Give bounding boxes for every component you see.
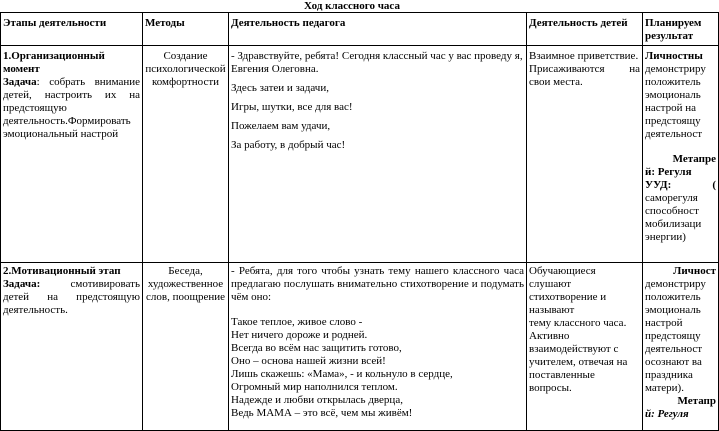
stage-title-2: момент <box>3 63 40 75</box>
result-line: эмоциональ <box>645 304 701 316</box>
header-methods: Методы <box>143 13 229 46</box>
header-row <box>1 13 719 46</box>
children-line: стихотворение и <box>529 291 607 303</box>
result-line: праздника <box>645 369 693 381</box>
table-row <box>1 263 719 431</box>
result-line: демонстриру <box>645 63 706 75</box>
children-line: Активно <box>529 330 570 342</box>
result-line: настрой <box>645 317 683 329</box>
children-line: Обучающиеся <box>529 265 596 277</box>
teacher-line: - Здравствуйте, ребята! Сегодня классный час у вас проведу я, Евгения Олеговна. <box>231 50 523 75</box>
children-line: поставленные <box>529 369 595 381</box>
teacher-line: Здесь затеи и задачи, <box>231 82 329 94</box>
teacher-line: Пожелаем вам удачи, <box>231 120 331 132</box>
stage-title: 2.Мотивационный этап <box>3 265 121 277</box>
children-line: Присаживаются на свои места. <box>529 63 640 88</box>
poem-line: Огромный мир наполнился теплом. <box>231 381 398 393</box>
header-teacher: Деятельность педагога <box>229 13 527 46</box>
result-line: энергии) <box>645 231 686 243</box>
teacher-line: За работу, в добрый час! <box>231 139 346 151</box>
result-line: положитель <box>645 291 701 303</box>
result-cell <box>643 263 719 431</box>
teacher-line: Игры, шутки, все для вас! <box>231 101 353 113</box>
result-line: эмоциональ <box>645 89 701 101</box>
header-result <box>643 13 719 46</box>
result-meta: УУД: <box>645 179 672 191</box>
result-meta: й: Регуля <box>645 166 692 178</box>
task-label: Задача <box>3 76 37 88</box>
poem-line: Такое теплое, живое слово - <box>231 316 363 328</box>
poem-line: Надежде и любви открылась дверца, <box>231 394 403 406</box>
result-meta: Метапр <box>677 395 716 407</box>
header-result-line2: результат <box>645 30 694 42</box>
children-line: слушают <box>529 278 572 290</box>
result-head: Личностны <box>645 50 703 62</box>
children-line: вопросы. <box>529 382 572 394</box>
header-stages: Этапы деятельности <box>1 13 143 46</box>
result-line: осознают ва <box>645 356 702 368</box>
teacher-cell <box>229 46 527 263</box>
result-line: настрой на <box>645 102 696 114</box>
poem-line: Нет ничего дороже и родней. <box>231 329 368 341</box>
result-head: Личност <box>673 265 716 277</box>
result-line: деятельност <box>645 128 703 140</box>
result-line: деятельност <box>645 343 703 355</box>
table-row <box>1 46 719 263</box>
result-line: матери). <box>645 382 684 394</box>
result-line: предстоящу <box>645 115 701 127</box>
result-line: предстоящу <box>645 330 701 342</box>
result-line: демонстриру <box>645 278 706 290</box>
page-title: Ход классного часа <box>304 0 400 12</box>
result-meta: й: Регуля <box>645 408 689 420</box>
method-cell: Создание психологической комфортности <box>143 46 229 263</box>
poem-line: Всегда во всём нас защитить готово, <box>231 342 402 354</box>
children-line: называют <box>529 304 575 316</box>
result-line: положитель <box>645 76 701 88</box>
teacher-intro: - Ребята, для того чтобы узнать тему нашего классного часа предлагаю послушать внимательно стихотворение и подумать чём оно: <box>231 265 524 303</box>
poem-line: Оно – основа нашей жизни всей! <box>231 355 386 367</box>
stage-title: 1.Организационный <box>3 50 105 62</box>
children-line: Взаимное приветствие. <box>529 50 639 62</box>
poem-line: Лишь скажешь: «Мама», - и кольнуло в сердце, <box>231 368 453 380</box>
task-text: смотивировать детей на предстоящую деятельность. <box>3 278 140 316</box>
stage-cell <box>1 263 143 431</box>
stage-cell <box>1 46 143 263</box>
header-result-line1: Планируем <box>645 17 702 29</box>
teacher-cell <box>229 263 527 431</box>
result-line: мобилизаци <box>645 218 702 230</box>
result-line: саморегуля <box>645 192 698 204</box>
task-text: : собрать внимание детей, настроить их на предстоящую деятельность.Формировать эмоциональный настрой <box>3 76 140 140</box>
children-line: тему классного часа. <box>529 317 627 329</box>
method-cell: Беседа, художественное слов, поощрение <box>143 263 229 431</box>
header-children: Деятельность детей <box>527 13 643 46</box>
task-label: Задача: <box>3 278 41 290</box>
poem-line: Ведь МАМА – это всё, чем мы живём! <box>231 407 413 419</box>
lesson-table <box>0 12 719 431</box>
result-meta-paren: ( <box>712 179 716 191</box>
children-cell <box>527 263 643 431</box>
result-line: способност <box>645 205 699 217</box>
children-line: взаимодействуют с <box>529 343 619 355</box>
result-cell <box>643 46 719 263</box>
children-line: учителем, отвечая на <box>529 356 628 368</box>
result-meta: Метапре <box>672 153 716 165</box>
children-cell <box>527 46 643 263</box>
